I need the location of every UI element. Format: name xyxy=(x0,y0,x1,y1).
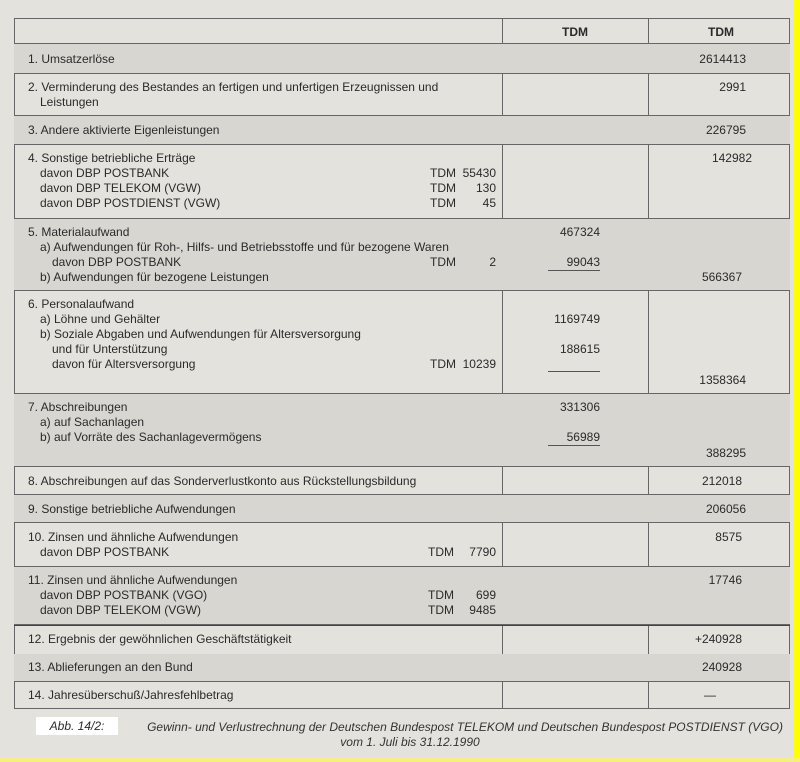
row-label: 14. Jahresüberschuß/Jahresfehlbetrag xyxy=(28,688,234,702)
column-header-total: TDM xyxy=(708,25,734,39)
row-label: 12. Ergebnis der gewöhnlichen Geschäftstätigkeit xyxy=(28,632,292,646)
subtotal-rule xyxy=(548,371,600,372)
row-total: 17746 xyxy=(708,573,742,587)
davon-unit: TDM xyxy=(428,603,454,617)
subtotal-value: 56989 xyxy=(548,430,600,446)
row-total: +240928 xyxy=(694,632,742,646)
row-total: — xyxy=(704,688,716,702)
row-label: 4. Sonstige betriebliche Erträge xyxy=(28,151,196,165)
davon-value: 55430 xyxy=(462,166,496,180)
row-label: 1. Umsatzerlöse xyxy=(28,52,115,66)
row-sublabel: davon DBP POSTBANK xyxy=(40,166,170,180)
row-label: 6. Personalaufwand xyxy=(28,297,135,311)
row-label-continued: Leistungen xyxy=(40,95,99,109)
davon-unit: TDM xyxy=(430,357,456,371)
row-total: 212018 xyxy=(701,474,742,488)
row-sublabel: davon DBP TELEKOM (VGW) xyxy=(40,603,201,617)
row-sublabel: b) auf Vorräte des Sachanlagevermögens xyxy=(40,430,262,444)
row-label: 11. Zinsen und ähnliche Aufwendungen xyxy=(28,573,238,587)
figure-caption xyxy=(30,720,790,750)
bottom-edge-highlight xyxy=(0,757,800,762)
row-total: 240928 xyxy=(701,660,742,674)
row-sublabel: davon DBP POSTBANK xyxy=(40,545,170,559)
davon-value: 7790 xyxy=(469,545,496,559)
header-row xyxy=(14,18,790,44)
caption-line-2: vom 1. Juli bis 31.12.1990 xyxy=(340,735,480,749)
row-label: 8. Abschreibungen auf das Sonderverlustkonto aus Rückstellungsbildung xyxy=(28,474,417,488)
row-total: 2614413 xyxy=(699,52,746,66)
figure-label: Abb. 14/2: xyxy=(36,717,118,735)
row-total: 566367 xyxy=(701,270,742,284)
row-total: 1358364 xyxy=(699,373,746,387)
row-sublabel: davon DBP POSTBANK xyxy=(52,255,182,269)
row-label: 3. Andere aktivierte Eigenleistungen xyxy=(28,123,220,137)
row-sublabel: b) Aufwendungen für bezogene Leistungen xyxy=(40,270,269,284)
subtotal-value: 331306 xyxy=(559,400,600,414)
caption-line-1: Gewinn- und Verlustrechnung der Deutschen Bundespost TELEKOM und Deutschen Bundespost POSTDIENST (VGO) xyxy=(147,720,783,734)
column-header-subtotal: TDM xyxy=(562,25,588,39)
row-label: 7. Abschreibungen xyxy=(28,400,128,414)
davon-value: 2 xyxy=(489,255,496,269)
davon-unit: TDM xyxy=(430,255,456,269)
davon-value: 45 xyxy=(482,196,496,210)
davon-value: 9485 xyxy=(469,603,496,617)
davon-unit: TDM xyxy=(428,545,454,559)
row-sublabel: davon DBP TELEKOM (VGW) xyxy=(40,181,201,195)
row-total: 142982 xyxy=(711,151,752,165)
row-label: 2. Verminderung des Bestandes an fertigen und unfertigen Erzeugnissen und xyxy=(28,80,439,94)
subtotal-value: 188615 xyxy=(559,342,600,356)
davon-value: 130 xyxy=(475,181,496,195)
row-sublabel: davon für Altersversorgung xyxy=(52,357,196,371)
row-sublabel: davon DBP POSTBANK (VGO) xyxy=(40,588,208,602)
row-label: 5. Materialaufwand xyxy=(28,225,130,239)
row-total: 206056 xyxy=(705,502,746,516)
davon-unit: TDM xyxy=(430,196,456,210)
subtotal-value: 1169749 xyxy=(554,312,600,326)
row-sublabel: a) auf Sachanlagen xyxy=(40,415,145,429)
right-edge-highlight xyxy=(794,0,800,762)
row-label: 13. Ablieferungen an den Bund xyxy=(28,660,193,674)
row-sublabel: davon DBP POSTDIENST (VGW) xyxy=(40,196,221,210)
row-sublabel: b) Soziale Abgaben und Aufwendungen für Altersversorgung xyxy=(40,327,361,341)
row-total: 8575 xyxy=(715,530,742,544)
subtotal-value: 467324 xyxy=(559,225,600,239)
row-sublabel: a) Löhne und Gehälter xyxy=(40,312,161,326)
row-label: 9. Sonstige betriebliche Aufwendungen xyxy=(28,502,236,516)
row-label: 10. Zinsen und ähnliche Aufwendungen xyxy=(28,530,239,544)
davon-value: 699 xyxy=(475,588,496,602)
davon-unit: TDM xyxy=(430,181,456,195)
row-sublabel: und für Unterstützung xyxy=(52,342,168,356)
subtotal-value: 99043 xyxy=(548,255,600,271)
row-total: 226795 xyxy=(705,123,746,137)
row-total: 388295 xyxy=(705,446,746,460)
row-total: 2991 xyxy=(719,80,746,94)
davon-unit: TDM xyxy=(428,588,454,602)
row-sublabel: a) Aufwendungen für Roh-, Hilfs- und Betriebsstoffe und für bezogene Waren xyxy=(40,240,449,254)
davon-unit: TDM xyxy=(430,166,456,180)
davon-value: 10239 xyxy=(462,357,496,371)
